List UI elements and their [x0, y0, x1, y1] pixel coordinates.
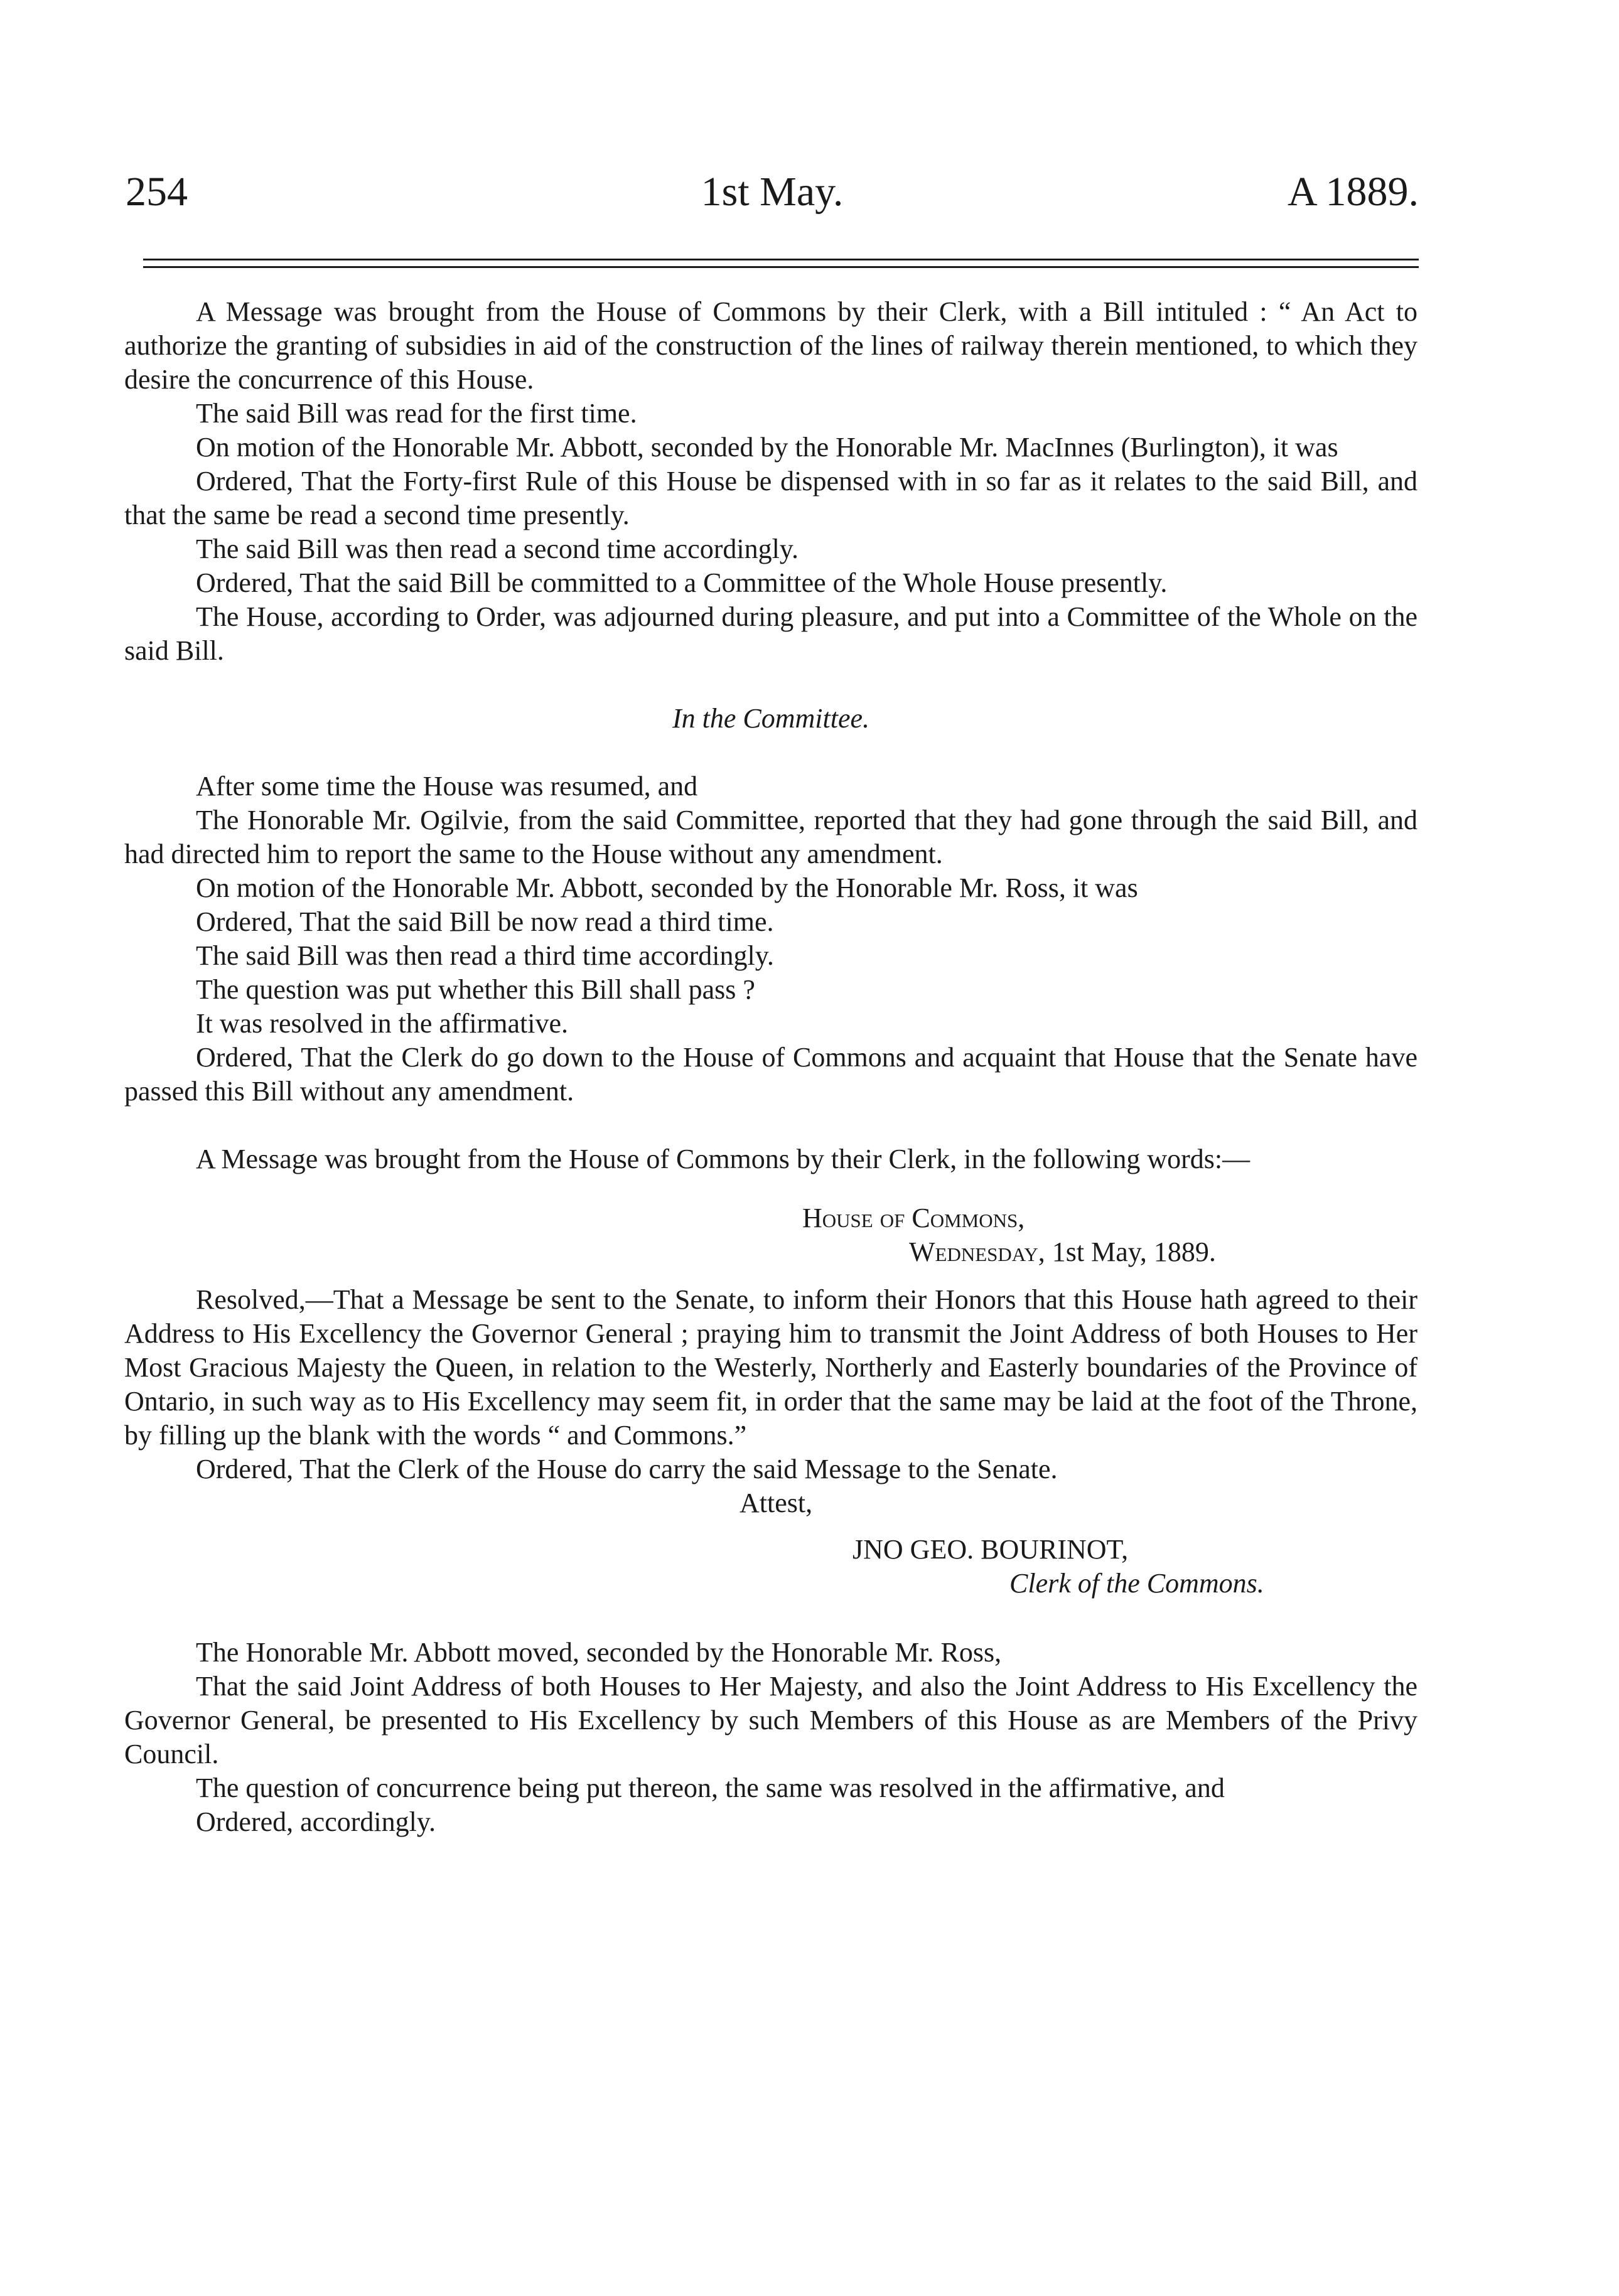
header-year: A 1889. [1287, 169, 1419, 215]
paragraph: The said Bill was then read a second time accordingly. [196, 534, 799, 564]
paragraph: On motion of the Honorable Mr. Abbott, seconded by the Honorable Mr. MacInnes (Burlington), it was [196, 432, 1338, 463]
header-rule-top [143, 259, 1419, 260]
paragraph: Ordered, That the Clerk do go down to the House of Commons and acquaint that House that the Senate have passed this Bill without any amendment. [124, 1042, 1417, 1107]
message-dateline [909, 1235, 1417, 1269]
paragraph: After some time the House was resumed, and [196, 771, 698, 802]
paragraph: That the said Joint Address of both Houses to Her Majesty, and also the Joint Address to His Excellency the Governor General, be presented to His Excellency by such Members of this House as are Members of the Privy Council. [124, 1671, 1417, 1769]
paragraph: The question was put whether this Bill shall pass ? [196, 974, 755, 1005]
committee-heading: In the Committee. [672, 703, 870, 734]
paragraph: The question of concurrence being put thereon, the same was resolved in the affirmative, and [196, 1773, 1225, 1803]
paragraph: Ordered, accordingly. [196, 1806, 436, 1837]
message-paragraph: Ordered, That the Clerk of the House do carry the said Message to the Senate. [196, 1454, 1058, 1484]
paragraph: Ordered, That the said Bill be now read a third time. [196, 906, 774, 937]
paragraph: Ordered, That the said Bill be committed to a Committee of the Whole House presently. [196, 567, 1168, 598]
signature-name: JNO GEO. BOURINOT, [853, 1534, 1129, 1565]
paragraph: It was resolved in the affirmative. [196, 1008, 568, 1039]
page-body [124, 295, 1417, 1839]
message-paragraph: Resolved,—That a Message be sent to the Senate, to inform their Honors that this House hath agreed to their Address to His Excellency the Governor General ; praying him to transmit the Joint Address of both Houses to Her Most Gracious Majesty the Queen, in relation to the Westerly, Northerly and Easterly boundaries of the Province of Ontario, in such way as to His Excellency may seem fit, in order that the same may be laid at the foot of the Throne, by filling up the blank with the words “ and Commons.” [124, 1284, 1417, 1451]
message-intro: A Message was brought from the House of Commons by their Clerk, in the following words:— [196, 1144, 1251, 1174]
paragraph: The House, according to Order, was adjourned during pleasure, and put into a Committee of the Whole on the said Bill. [124, 601, 1417, 666]
signature-title: Clerk of the Commons. [1009, 1568, 1264, 1599]
paragraph: The Honorable Mr. Abbott moved, seconded by the Honorable Mr. Ross, [196, 1637, 1002, 1668]
page-header [126, 168, 1419, 237]
paragraph: The said Bill was read for the first time. [196, 398, 637, 429]
paragraph: On motion of the Honorable Mr. Abbott, seconded by the Honorable Mr. Ross, it was [196, 872, 1138, 903]
message-place: House of Commons, [802, 1203, 1025, 1233]
paragraph: A Message was brought from the House of Commons by their Clerk, with a Bill intituled : “ An Act to authorize the granting of subsidies in aid of the construction of the lines of railway therein mentioned, to which they desire the concurrence of this House. [124, 296, 1417, 395]
header-rule-bottom [143, 266, 1419, 268]
message-day: Wednesday, [909, 1237, 1045, 1267]
message-date: 1st May, 1889. [1052, 1237, 1216, 1267]
header-date: 1st May. [701, 169, 844, 215]
attest-label: Attest, [740, 1488, 813, 1518]
page-number: 254 [126, 169, 188, 215]
paragraph: The Honorable Mr. Ogilvie, from the said Committee, reported that they had gone through the said Bill, and had directed him to report the same to the House without any amendment. [124, 805, 1417, 869]
paragraph: The said Bill was then read a third time accordingly. [196, 940, 774, 971]
paragraph: Ordered, That the Forty-first Rule of this House be dispensed with in so far as it relates to the said Bill, and that the same be read a second time presently. [124, 466, 1417, 530]
